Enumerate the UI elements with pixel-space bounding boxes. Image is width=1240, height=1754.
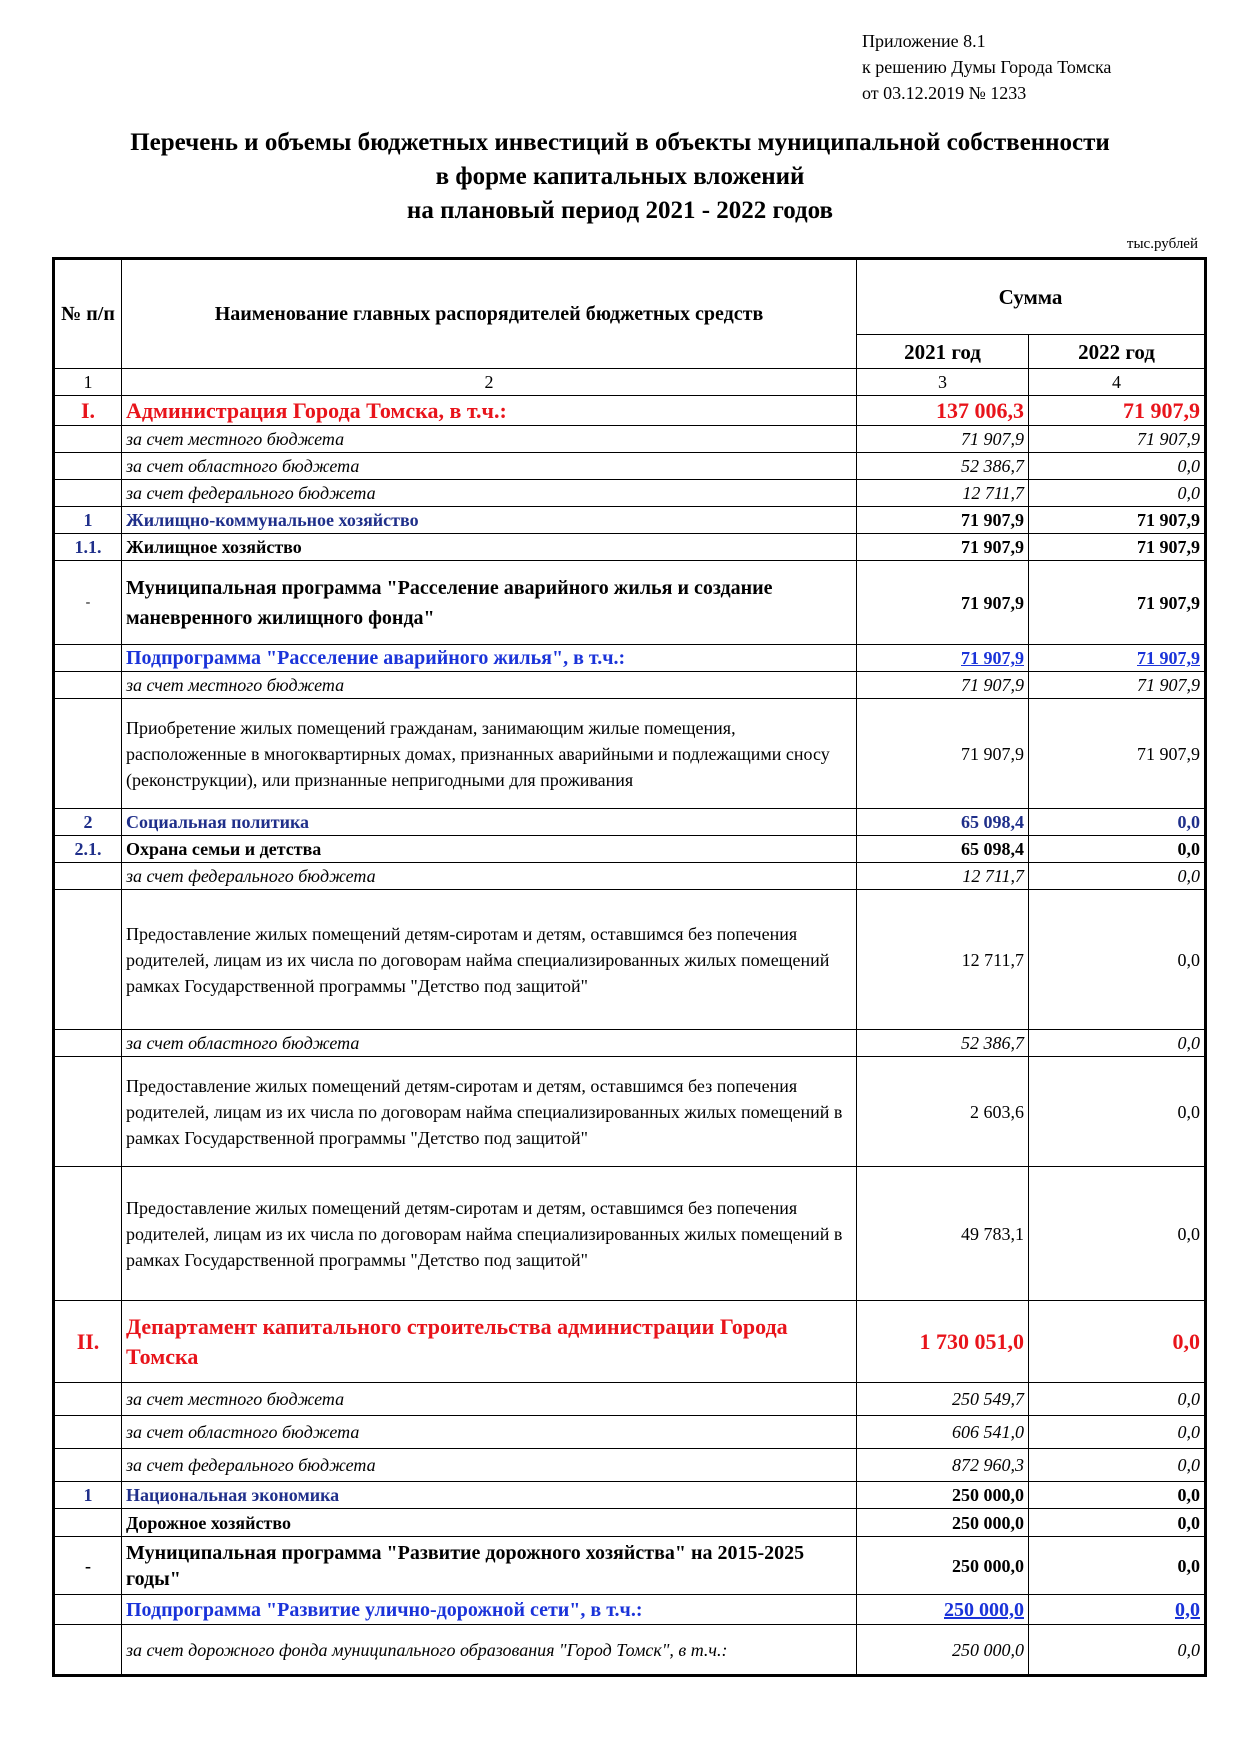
table-row	[55, 1509, 1205, 1537]
row-2021: 12 711,7	[857, 890, 1029, 1030]
row-name: Департамент капитального строительства администрации Города Томска	[122, 1301, 857, 1383]
row-2021: 250 549,7	[857, 1383, 1029, 1416]
table-row	[55, 1482, 1205, 1509]
row-num	[55, 1449, 122, 1482]
row-name: Предоставление жилых помещений детям-сиротам и детям, оставшимся без попечения родителей, лицам из их числа по договорам найма специализированных жилых помещений в рамках Государственной программы "Детство под защитой"	[122, 1057, 857, 1167]
row-name: Жилищно-коммунальное хозяйство	[122, 507, 857, 534]
row-2021: 71 907,9	[857, 534, 1029, 561]
row-2021: 606 541,0	[857, 1416, 1029, 1449]
row-2022: 0,0	[1029, 863, 1205, 890]
row-2022: 71 907,9	[1029, 507, 1205, 534]
row-2022: 0,0	[1029, 1509, 1205, 1537]
row-2021: 52 386,7	[857, 453, 1029, 480]
row-name: за счет областного бюджета	[122, 1030, 857, 1057]
table-row	[55, 836, 1205, 863]
table-row	[55, 699, 1205, 809]
table-row	[55, 426, 1205, 453]
row-num	[55, 1416, 122, 1449]
row-name: Предоставление жилых помещений детям-сиротам и детям, оставшимся без попечения родителей, лицам из их числа по договорам найма специализированных жилых помещений рамках Государственной программы "Детство под защитой"	[122, 890, 857, 1030]
row-2021: 250 000,0	[857, 1595, 1029, 1625]
row-num: I.	[55, 396, 122, 426]
table-row	[55, 1625, 1205, 1675]
row-name: Предоставление жилых помещений детям-сиротам и детям, оставшимся без попечения родителей, лицам из их числа по договорам найма специализированных жилых помещений в рамках Государственной программы "Детство под защитой"	[122, 1167, 857, 1301]
table-row	[55, 1057, 1205, 1167]
row-2022: 71 907,9	[1029, 699, 1205, 809]
row-num: -	[55, 1537, 122, 1595]
row-2022: 0,0	[1029, 1057, 1205, 1167]
table-row	[55, 453, 1205, 480]
row-2022: 71 907,9	[1029, 561, 1205, 645]
row-num	[55, 1030, 122, 1057]
row-2021: 872 960,3	[857, 1449, 1029, 1482]
row-num	[55, 863, 122, 890]
row-name: Администрация Города Томска, в т.ч.:	[122, 396, 857, 426]
title-line-3: на плановый период 2021 - 2022 годов	[406, 197, 834, 224]
document-title	[40, 126, 1200, 228]
row-2022: 71 907,9	[1029, 396, 1205, 426]
row-name: за счет областного бюджета	[122, 453, 857, 480]
row-2021: 2 603,6	[857, 1057, 1029, 1167]
table-row	[55, 863, 1205, 890]
row-2021: 137 006,3	[857, 396, 1029, 426]
row-2022: 0,0	[1029, 836, 1205, 863]
row-2021: 250 000,0	[857, 1509, 1029, 1537]
table-row	[55, 507, 1205, 534]
row-name: Муниципальная программа "Расселение аварийного жилья и создание маневренного жилищного фонда"	[122, 561, 857, 645]
row-name: за счет местного бюджета	[122, 672, 857, 699]
header-2022: 2022 год	[1029, 335, 1205, 369]
row-2021: 71 907,9	[857, 507, 1029, 534]
row-num	[55, 890, 122, 1030]
title-line-2: в форме капитальных вложений	[435, 163, 805, 190]
row-2022: 0,0	[1029, 1301, 1205, 1383]
row-2022: 0,0	[1029, 1167, 1205, 1301]
row-num	[55, 672, 122, 699]
table-row	[55, 480, 1205, 507]
table-row	[55, 1595, 1205, 1625]
row-num	[55, 480, 122, 507]
table-row	[55, 672, 1205, 699]
row-2021: 71 907,9	[857, 426, 1029, 453]
row-num	[55, 1057, 122, 1167]
row-name: за счет областного бюджета	[122, 1416, 857, 1449]
row-num	[55, 453, 122, 480]
row-num	[55, 1167, 122, 1301]
header-row	[55, 260, 1205, 335]
row-num	[55, 1625, 122, 1675]
row-name: Муниципальная программа "Развитие дорожного хозяйства" на 2015-2025 годы"	[122, 1537, 857, 1595]
row-2021: 65 098,4	[857, 836, 1029, 863]
row-name: за счет федерального бюджета	[122, 1449, 857, 1482]
index-2: 2	[122, 369, 857, 396]
row-2022: 0,0	[1029, 1537, 1205, 1595]
table-row	[55, 1537, 1205, 1595]
row-2021: 1 730 051,0	[857, 1301, 1029, 1383]
row-2022: 0,0	[1029, 1595, 1205, 1625]
row-name: за счет федерального бюджета	[122, 480, 857, 507]
row-num: 1.1.	[55, 534, 122, 561]
row-2021: 71 907,9	[857, 672, 1029, 699]
row-2022: 0,0	[1029, 1449, 1205, 1482]
row-num	[55, 1509, 122, 1537]
row-num	[55, 426, 122, 453]
row-name: Национальная экономика	[122, 1482, 857, 1509]
row-2021: 71 907,9	[857, 561, 1029, 645]
row-2021: 71 907,9	[857, 699, 1029, 809]
table-row	[55, 396, 1205, 426]
row-name: за счет местного бюджета	[122, 1383, 857, 1416]
units-label: тыс.рублей	[1126, 236, 1198, 252]
row-2021: 52 386,7	[857, 1030, 1029, 1057]
row-2022: 0,0	[1029, 453, 1205, 480]
table-row	[55, 534, 1205, 561]
table-row	[55, 1449, 1205, 1482]
index-3: 3	[857, 369, 1029, 396]
row-2022: 0,0	[1029, 1416, 1205, 1449]
row-num: 1	[55, 1482, 122, 1509]
row-name: Жилищное хозяйство	[122, 534, 857, 561]
row-2021: 12 711,7	[857, 863, 1029, 890]
row-2022: 0,0	[1029, 890, 1205, 1030]
row-2022: 0,0	[1029, 1383, 1205, 1416]
row-name: за счет дорожного фонда муниципального образования "Город Томск", в т.ч.:	[122, 1625, 857, 1675]
header-name: Наименование главных распорядителей бюджетных средств	[122, 260, 857, 369]
row-2022: 71 907,9	[1029, 672, 1205, 699]
table-row	[55, 1416, 1205, 1449]
row-name: Дорожное хозяйство	[122, 1509, 857, 1537]
row-2021: 12 711,7	[857, 480, 1029, 507]
row-name: Подпрограмма "Развитие улично-дорожной сети", в т.ч.:	[122, 1595, 857, 1625]
investment-table	[54, 259, 1205, 1675]
row-2021: 250 000,0	[857, 1537, 1029, 1595]
row-name: Приобретение жилых помещений гражданам, занимающим жилые помещения, расположенные в многоквартирных домах, признанных аварийными и подлежащими сносу (реконструкции), или признанные непригодными для проживания	[122, 699, 857, 809]
row-2022: 71 907,9	[1029, 426, 1205, 453]
row-2022: 0,0	[1029, 1625, 1205, 1675]
row-name: Подпрограмма "Расселение аварийного жилья", в т.ч.:	[122, 645, 857, 672]
row-2022: 71 907,9	[1029, 534, 1205, 561]
row-2021: 49 783,1	[857, 1167, 1029, 1301]
header-num: № п/п	[55, 260, 122, 369]
appendix-line-3: от 03.12.2019 № 1233	[862, 83, 1027, 103]
index-1: 1	[55, 369, 122, 396]
row-num	[55, 1383, 122, 1416]
table-row	[55, 809, 1205, 836]
header-2021: 2021 год	[857, 335, 1029, 369]
row-num: II.	[55, 1301, 122, 1383]
row-num: -	[55, 561, 122, 645]
row-2022: 0,0	[1029, 1482, 1205, 1509]
table-row	[55, 890, 1205, 1030]
appendix-line-1: Приложение 8.1	[862, 31, 986, 51]
header-sum: Сумма	[857, 260, 1205, 335]
index-row	[55, 369, 1205, 396]
table-row	[55, 561, 1205, 645]
row-name: Социальная политика	[122, 809, 857, 836]
row-name: за счет местного бюджета	[122, 426, 857, 453]
row-2021: 65 098,4	[857, 809, 1029, 836]
row-2021: 250 000,0	[857, 1625, 1029, 1675]
row-name: за счет федерального бюджета	[122, 863, 857, 890]
row-num: 1	[55, 507, 122, 534]
title-line-1: Перечень и объемы бюджетных инвестиций в объекты муниципальной собственности	[130, 129, 1110, 156]
row-num: 2	[55, 809, 122, 836]
table-row	[55, 1383, 1205, 1416]
row-2021: 71 907,9	[857, 645, 1029, 672]
row-num	[55, 645, 122, 672]
row-2022: 0,0	[1029, 809, 1205, 836]
row-2021: 250 000,0	[857, 1482, 1029, 1509]
row-num	[55, 1595, 122, 1625]
table-row	[55, 645, 1205, 672]
row-num	[55, 699, 122, 809]
row-2022: 0,0	[1029, 480, 1205, 507]
row-num: 2.1.	[55, 836, 122, 863]
table-row	[55, 1030, 1205, 1057]
appendix-line-2: к решению Думы Города Томска	[862, 57, 1112, 77]
table-row	[55, 1301, 1205, 1383]
table-row	[55, 1167, 1205, 1301]
row-2022: 71 907,9	[1029, 645, 1205, 672]
row-name: Охрана семьи и детства	[122, 836, 857, 863]
row-2022: 0,0	[1029, 1030, 1205, 1057]
appendix-note	[862, 28, 1111, 106]
index-4: 4	[1029, 369, 1205, 396]
